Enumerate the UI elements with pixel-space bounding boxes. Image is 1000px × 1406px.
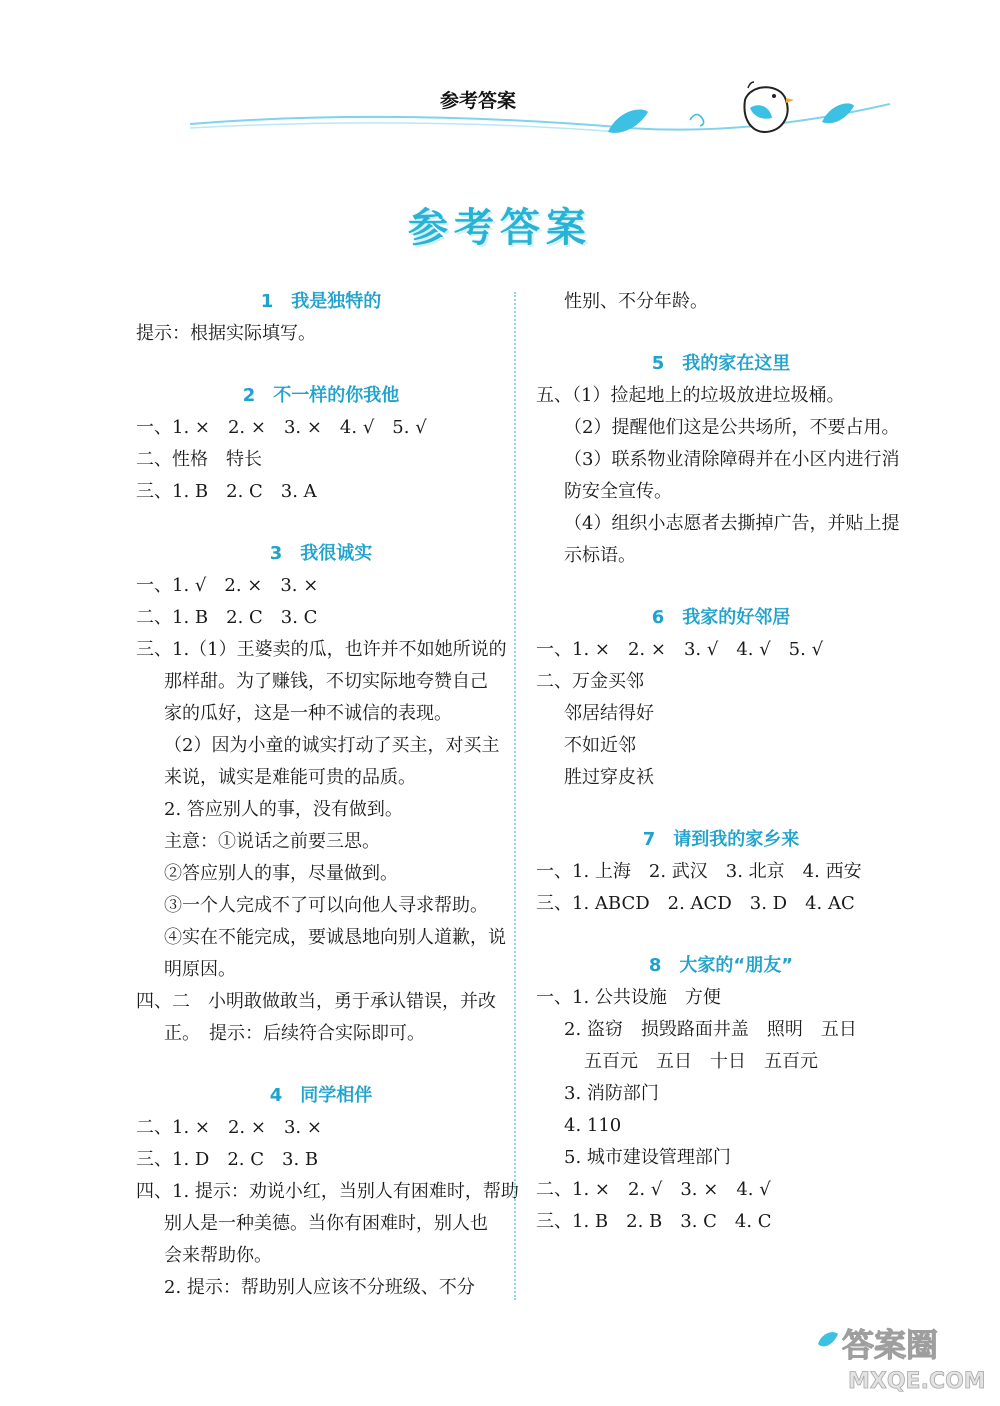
section-gap [536,920,906,950]
column-divider [514,292,516,1300]
answer-line: 三、1. D 2. C 3. B [136,1149,319,1170]
answer-line: 2. 答应别人的事，没有做到。 [164,799,403,820]
answer-line: ②答应别人的事，尽量做到。 [164,863,398,884]
answer-line: 一、1. × 2. × 3. √ 4. √ 5. √ [536,639,824,660]
watermark-logo-text: 答案圈 [842,1326,939,1364]
answer-line: 三、1. ABCD 2. ACD 3. D 4. AC [536,893,855,914]
answer-line: 来说，诚实是难能可贵的品质。 [164,767,416,788]
answer-line: （2）提醒他们这是公共场所，不要占用。 [564,417,900,438]
answer-line: ③一个人完成不了可以向他人寻求帮助。 [164,895,488,916]
answer-line: ④实在不能完成，要诚恳地向别人道歉，说 [164,927,506,948]
answer-line: 会来帮助你。 [164,1245,272,1266]
answer-line: 2. 盗窃 损毁路面井盖 照明 五日 [564,1019,857,1040]
section-gap [536,572,906,602]
answer-line: 二、性格 特长 [136,449,262,470]
answer-line: 一、1. 公共设施 方便 [536,987,721,1008]
bird-icon [744,82,794,132]
answer-line: 三、1. B 2. B 3. C 4. C [536,1211,772,1232]
answer-line: （3）联系物业清除障碍并在小区内进行消 [564,449,900,470]
section-gap [536,794,906,824]
answer-line: 二、1. × 2. √ 3. × 4. √ [536,1179,771,1200]
answer-line: 那样甜。为了赚钱，不切实际地夸赞自己 [164,671,488,692]
answer-line: 一、1. 上海 2. 武汉 3. 北京 4. 西安 [536,861,862,882]
answer-line: 性别、不分年龄。 [564,291,708,312]
answer-line: 不如近邻 [564,735,636,756]
answer-line: 二、1. B 2. C 3. C [136,607,318,628]
answer-line: 五、（1）捡起地上的垃圾放进垃圾桶。 [536,385,845,406]
answer-line: 明原因。 [164,959,236,980]
answer-line: 邻居结得好 [564,703,654,724]
answer-line: 家的瓜好，这是一种不诚信的表现。 [164,703,452,724]
answer-line: （2）因为小童的诚实打动了买主，对买主 [164,735,500,756]
answer-line: 2. 提示：帮助别人应该不分班级、不分 [164,1277,475,1298]
section-gap [136,1050,506,1080]
answer-line: 三、1.（1）王婆卖的瓜，也许并不如她所说的 [136,639,507,660]
page-title: 参考答案 [408,205,592,251]
answer-line: 主意：①说话之前要三思。 [164,831,380,852]
left-answer-column [136,286,519,1304]
answer-line: 四、二 小明敢做敢当，勇于承认错误，并改 [136,991,496,1012]
right-answer-column [536,286,906,1238]
answer-line: 提示：根据实际填写。 [136,323,316,344]
answer-line: 5. 城市建设管理部门 [564,1147,731,1168]
answer-line: 胜过穿皮袄 [564,767,654,788]
section-gap [136,350,506,380]
section-heading: 3 我很诚实 [269,543,373,564]
section-gap [136,508,506,538]
section-heading: 5 我的家在这里 [651,353,791,374]
answer-line: 别人是一种美德。当你有困难时，别人也 [164,1213,488,1234]
section-heading: 8 大家的“朋友” [648,955,794,976]
section-heading: 4 同学相伴 [269,1085,373,1106]
watermark-url: MXQE.COM [848,1369,986,1394]
answer-line: 四、1. 提示：劝说小红，当别人有困难时，帮助 [136,1181,519,1202]
answer-line: 示标语。 [564,545,636,566]
section-heading: 2 不一样的你我他 [242,385,400,406]
section-heading: 1 我是独特的 [260,291,382,312]
answer-line: 一、1. × 2. × 3. × 4. √ 5. √ [136,417,427,438]
answer-line: 五百元 五日 十日 五百元 [584,1051,818,1072]
section-gap [536,318,906,348]
section-heading: 7 请到我的家乡来 [642,829,800,850]
header-title: 参考答案 [440,90,517,112]
answer-line: （4）组织小志愿者去撕掉广告，并贴上提 [564,513,900,534]
watermark-logo [812,1318,992,1398]
answer-line: 二、万金买邻 [536,671,644,692]
answer-line: 一、1. √ 2. × 3. × [136,575,319,596]
answer-line: 防安全宣传。 [564,481,672,502]
answer-line: 3. 消防部门 [564,1083,659,1104]
answer-line: 二、1. × 2. × 3. × [136,1117,322,1138]
answer-line: 正。 提示：后续符合实际即可。 [164,1023,425,1044]
answer-line: 三、1. B 2. C 3. A [136,481,317,502]
answer-line: 4. 110 [564,1115,622,1136]
header-decoration [190,78,900,148]
section-heading: 6 我家的好邻居 [651,607,791,628]
